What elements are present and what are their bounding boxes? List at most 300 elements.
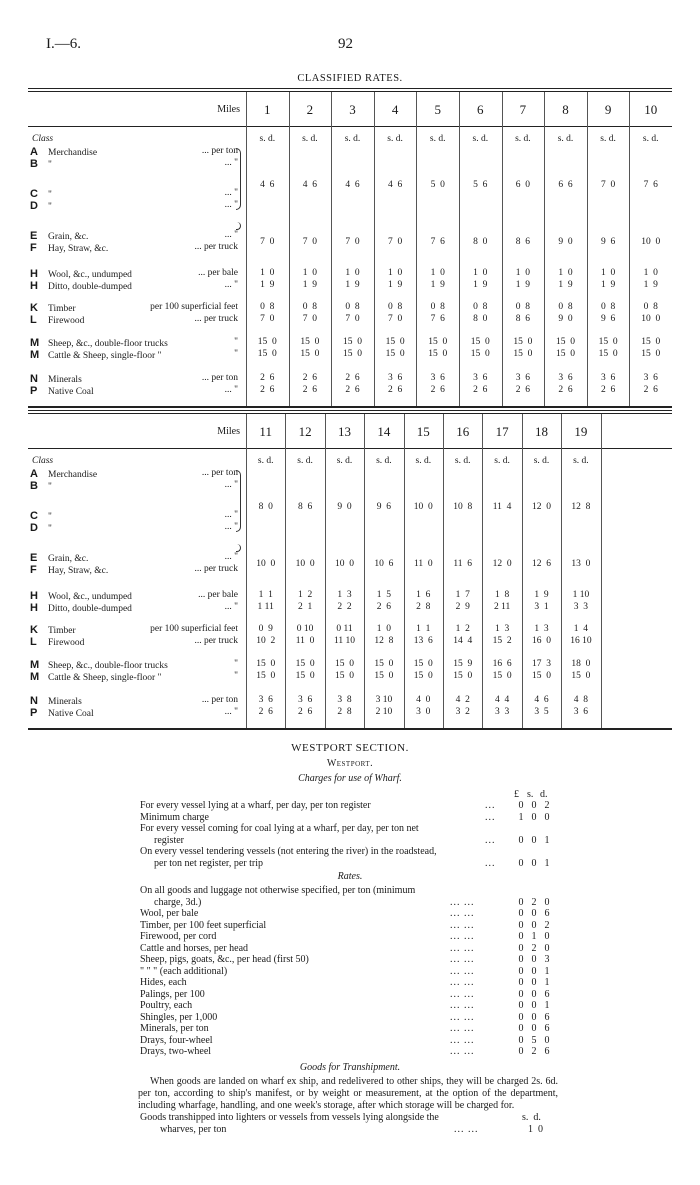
- row-unit: ... ": [224, 522, 238, 532]
- rate-value: 15 2: [492, 636, 512, 646]
- rate-value: 10 0: [256, 559, 276, 569]
- row-unit: ... ": [224, 158, 238, 168]
- item-text: Drays, four-wheel: [140, 1034, 213, 1046]
- rate-value: 10 0: [413, 502, 433, 512]
- rate-value: 1 0: [260, 268, 275, 278]
- rate-value: 2 6: [600, 385, 616, 395]
- mile-header: 15: [416, 424, 430, 439]
- amount: 1: [531, 931, 537, 942]
- class-description: Minerals: [48, 697, 82, 707]
- transhipment-dots: ... ...: [454, 1124, 479, 1135]
- rate-value: 15 0: [256, 659, 276, 669]
- row-label: [30, 268, 132, 280]
- amount: 0: [518, 800, 524, 811]
- rate-value: 2 6: [376, 602, 391, 612]
- rate-value: 1 0: [558, 268, 573, 278]
- page-reference: I.—6.: [46, 36, 81, 52]
- amount: 0: [531, 811, 537, 823]
- amount: 0: [531, 988, 537, 1000]
- class-letter: M: [30, 671, 40, 683]
- amount: 0: [518, 1034, 524, 1046]
- rate-value: 1 2: [297, 590, 313, 600]
- rate-value: 9 6: [376, 502, 391, 512]
- row-label: [30, 280, 132, 292]
- row-label: [30, 349, 161, 361]
- amount: 0: [518, 954, 524, 965]
- rate-value: 1 5: [376, 590, 391, 600]
- class-description: Merchandise: [48, 470, 98, 480]
- sd-header: s. d.: [600, 134, 616, 144]
- class-letter: H: [30, 280, 38, 292]
- amount: 0: [544, 931, 550, 942]
- item-text: Palings, per 100: [140, 988, 205, 1000]
- rate-value: 3 6: [643, 373, 658, 383]
- amount: 0: [518, 896, 524, 908]
- rate-value: 15 0: [385, 349, 405, 359]
- rate-value: 4 2: [455, 695, 470, 705]
- leader-dots: ... ...: [450, 919, 475, 931]
- row-unit: per 100 superficial feet: [150, 302, 238, 312]
- class-letter: D: [30, 522, 38, 534]
- row-unit: ... per truck: [194, 636, 238, 646]
- leader-dots: ... ...: [450, 908, 475, 919]
- amount: 6: [544, 988, 550, 1000]
- rate-value: 15 0: [470, 349, 490, 359]
- row-label: [30, 707, 94, 719]
- mile-header: 14: [377, 424, 391, 439]
- class-letter: C: [30, 510, 38, 522]
- rate-value: 4 8: [573, 695, 588, 705]
- wharf-charge-row: [140, 835, 560, 847]
- row-label: [30, 564, 108, 576]
- amount: 6: [544, 1046, 550, 1057]
- rate-value: 7 0: [345, 237, 360, 247]
- table-caption: CLASSIFIED RATES.: [297, 73, 403, 84]
- rate-value: 17 3: [531, 659, 551, 669]
- rate-value: 0 9: [258, 624, 273, 634]
- item-text: Cattle and horses, per head: [140, 942, 249, 954]
- class-description: Hay, Straw, &c.: [48, 566, 109, 576]
- amount: 0: [518, 834, 524, 846]
- sd-header: s. d.: [515, 134, 531, 144]
- rate-row: [140, 954, 560, 966]
- sd-header: s. d.: [533, 456, 550, 466]
- sd-header: s. d.: [387, 134, 403, 144]
- miles-label: Miles: [217, 426, 240, 437]
- rate-value: 3 6: [515, 373, 531, 383]
- lsd-label: £: [514, 789, 519, 800]
- sd-header: s. d.: [415, 456, 432, 466]
- rate-value: 1 4: [573, 624, 588, 634]
- amount: 0: [531, 965, 537, 977]
- class-letter: D: [30, 200, 38, 212]
- class-letter: N: [30, 695, 38, 707]
- leader-dots: ... ...: [450, 977, 475, 988]
- rate-value: 15 0: [571, 671, 591, 681]
- row-label: [30, 337, 168, 349]
- class-letter: A: [30, 146, 38, 158]
- wharf-charge-row: [140, 846, 560, 858]
- rate-value: 7 0: [600, 180, 616, 190]
- amount: 0: [531, 908, 537, 919]
- rate-value: 2 6: [473, 385, 488, 395]
- rate-value: 14 4: [453, 636, 473, 646]
- table-top-rule-2: [28, 91, 672, 92]
- group-brace: [236, 544, 241, 552]
- row-label: [30, 158, 52, 170]
- row-unit: ": [234, 659, 238, 669]
- rate-value: 7 0: [302, 314, 318, 324]
- lsd-label: d.: [540, 789, 548, 800]
- item-text: charge, 3d.): [154, 896, 202, 908]
- transhipment-heading: Goods for Transhipment.: [299, 1062, 401, 1073]
- rate-value: 1 0: [430, 268, 445, 278]
- rate-value: 15 0: [257, 349, 277, 359]
- rate-value: 1 0: [473, 268, 488, 278]
- rate-value: 12 6: [531, 559, 551, 569]
- rate-value: 2 9: [455, 602, 470, 612]
- rate-value: 9 0: [558, 237, 573, 247]
- class-description: Wool, &c., undumped: [48, 592, 132, 602]
- rate-value: 1 1: [416, 624, 431, 634]
- row-unit: ... ": [224, 280, 238, 290]
- row-unit: per 100 superficial feet: [150, 624, 238, 634]
- row-unit: ... ": [224, 230, 238, 240]
- class-description: ": [48, 482, 52, 492]
- amount: 6: [544, 1023, 550, 1034]
- leader-dots: ... ...: [450, 1000, 475, 1011]
- row-label: [30, 302, 76, 314]
- mile-header: 3: [349, 102, 356, 117]
- class-description: Hay, Straw, &c.: [48, 244, 109, 254]
- item-text: On every vessel tendering vessels (not entering the river) in the roadstead,: [140, 846, 437, 857]
- amount: 2: [531, 1046, 537, 1057]
- row-label: [30, 242, 108, 254]
- rate-value: 11 4: [492, 502, 512, 512]
- mile-header: 10: [644, 102, 658, 117]
- amount: 0: [544, 896, 550, 908]
- rate-value: 4 6: [534, 695, 549, 705]
- sd-header: s. d.: [336, 456, 353, 466]
- class-letter: H: [30, 590, 38, 602]
- amount: 0: [518, 942, 524, 954]
- rate-value: 1 2: [455, 624, 470, 634]
- row-label: [30, 636, 84, 648]
- rate-row: [140, 908, 560, 920]
- class-letter: L: [30, 314, 37, 326]
- leader-dots: ... ...: [450, 988, 475, 1000]
- rate-value: 4 4: [494, 695, 510, 705]
- class-description: Ditto, double-dumped: [48, 282, 132, 292]
- class-letter: E: [30, 552, 38, 564]
- rate-value: 1 0: [376, 624, 391, 634]
- amount: 0: [518, 965, 524, 977]
- rate-value: 3 6: [258, 695, 273, 705]
- miles-label: Miles: [217, 104, 240, 115]
- mile-header: 17: [495, 424, 509, 439]
- rate-value: 0 8: [643, 302, 658, 312]
- rate-value: 15 0: [334, 671, 354, 681]
- row-unit: ... per truck: [194, 242, 238, 252]
- item-text: Poultry, each: [140, 1000, 193, 1011]
- amount: 1: [518, 811, 524, 823]
- item-text: Timber, per 100 feet superficial: [140, 919, 267, 931]
- row-label: [30, 552, 88, 564]
- class-letter: P: [30, 385, 38, 397]
- table-header-rule: [28, 126, 672, 127]
- rate-value: 15 0: [598, 337, 618, 347]
- row-unit: ... ": [224, 552, 238, 562]
- rate-value: 12 0: [531, 502, 551, 512]
- lsd-label: s.: [527, 789, 534, 800]
- rate-value: 15 0: [428, 337, 448, 347]
- rate-value: 4 6: [345, 180, 360, 190]
- rate-value: 8 0: [473, 237, 488, 247]
- rate-value: 15 0: [531, 671, 551, 681]
- row-unit: ... ": [224, 602, 238, 612]
- rate-value: 16 10: [570, 636, 592, 646]
- row-unit: ": [234, 349, 238, 359]
- page-header: [0, 24, 700, 54]
- rate-value: 7 6: [643, 180, 658, 190]
- class-letter: N: [30, 373, 38, 385]
- rate-value: 1 3: [494, 624, 510, 634]
- class-description: ": [48, 512, 52, 522]
- rate-value: 7 0: [260, 314, 275, 324]
- rate-value: 0 8: [558, 302, 573, 312]
- rate-value: 3 3: [494, 707, 510, 717]
- class-description: Ditto, double-dumped: [48, 604, 132, 614]
- row-label: [30, 624, 76, 636]
- rate-value: 1 0: [302, 268, 318, 278]
- mile-header: 19: [574, 424, 588, 439]
- class-description: Sheep, &c., double-floor trucks: [48, 339, 168, 349]
- rate-value: 1 3: [534, 624, 549, 634]
- rate-value: 8 6: [515, 237, 531, 247]
- rate-value: 2 6: [430, 385, 445, 395]
- transhipment-line-1: Goods transhipped into lighters or vessels from vessels lying alongside the: [140, 1112, 439, 1123]
- sd-header: s. d.: [557, 134, 574, 144]
- amount: 2: [544, 800, 550, 811]
- class-letter: H: [30, 268, 38, 280]
- item-text: On all goods and luggage not otherwise specified, per ton (minimum: [140, 885, 416, 896]
- sd-header: s. d.: [454, 456, 471, 466]
- class-letter: M: [30, 349, 40, 361]
- rate-value: 15 0: [374, 659, 394, 669]
- rate-value: 3 6: [297, 695, 313, 705]
- rate-value: 1 11: [257, 602, 274, 612]
- row-unit: ... per ton: [201, 468, 238, 478]
- class-letter: B: [30, 158, 38, 170]
- table-bottom-rule: [28, 406, 672, 408]
- class-description: ": [48, 160, 52, 170]
- rate-value: 1 7: [455, 590, 470, 600]
- rate-value: 15 0: [641, 337, 661, 347]
- rate-value: 2 6: [345, 385, 360, 395]
- mile-header: 12: [298, 424, 312, 439]
- rate-row: [140, 977, 560, 989]
- amount: 1: [544, 965, 550, 977]
- rate-value: 11 10: [333, 636, 355, 646]
- rate-value: 1 0: [345, 268, 360, 278]
- class-description: Sheep, &c., double-floor trucks: [48, 661, 168, 671]
- amount: 6: [544, 1011, 550, 1023]
- sd-header: s. d.: [494, 456, 510, 466]
- rate-value: 15 0: [513, 337, 533, 347]
- amount: 0: [531, 1023, 537, 1034]
- rate-value: 1 0: [387, 268, 403, 278]
- sd-header: s. d.: [376, 456, 392, 466]
- rate-value: 1 3: [337, 590, 352, 600]
- amount: 2: [531, 942, 537, 954]
- rate-row: [140, 885, 560, 897]
- class-description: Firewood: [48, 638, 85, 648]
- class-letter: B: [30, 480, 38, 492]
- transhipment-value: 1 0: [528, 1124, 543, 1135]
- rate-value: 3 6: [430, 373, 445, 383]
- amount: 0: [518, 908, 524, 919]
- row-unit: ... per bale: [198, 268, 238, 278]
- rate-value: 15 0: [295, 671, 315, 681]
- rate-value: 15 0: [257, 337, 277, 347]
- rate-value: 9 6: [600, 314, 616, 324]
- rate-value: 15 0: [453, 671, 473, 681]
- row-unit: ": [234, 671, 238, 681]
- class-letter: A: [30, 468, 38, 480]
- row-unit: ... per truck: [194, 314, 238, 324]
- rate-value: 15 0: [256, 671, 276, 681]
- rate-value: 15 0: [334, 659, 354, 669]
- rate-value: 7 0: [345, 314, 360, 324]
- wharf-charge-row: [140, 812, 560, 824]
- rates-table-2: [28, 410, 672, 730]
- row-label: [30, 522, 52, 534]
- row-label: [30, 314, 84, 326]
- class-description: Grain, &c.: [48, 232, 89, 242]
- sd-header: s. d.: [429, 134, 446, 144]
- rate-value: 2 6: [260, 385, 275, 395]
- rate-value: 16 6: [492, 659, 512, 669]
- amount: 0: [518, 1023, 524, 1034]
- item-text: Sheep, pigs, goats, &c., per head (first 50): [140, 954, 309, 965]
- rate-value: 5 6: [473, 180, 488, 190]
- rate-value: 15 0: [300, 337, 320, 347]
- class-description: Merchandise: [48, 148, 98, 158]
- rate-value: 15 0: [555, 349, 575, 359]
- rate-value: 1 9: [558, 280, 573, 290]
- amount: 3: [544, 954, 550, 965]
- rate-value: 2 8: [416, 602, 431, 612]
- class-description: Minerals: [48, 375, 82, 385]
- rate-value: 10 0: [295, 559, 315, 569]
- amount: 0: [544, 811, 550, 823]
- amount: 0: [531, 1000, 537, 1011]
- item-text: Firewood, per cord: [140, 931, 217, 942]
- mile-header: 16: [456, 424, 470, 439]
- table-top-rule: [28, 410, 672, 411]
- class-heading: Class: [32, 456, 54, 466]
- amount: 0: [531, 919, 537, 931]
- item-text: For every vessel lying at a wharf, per day, per ton register: [140, 800, 371, 811]
- class-description: Wool, &c., undumped: [48, 270, 132, 280]
- row-label: [30, 373, 82, 385]
- sd-header: s. d.: [257, 456, 274, 466]
- row-label: [30, 695, 82, 707]
- item-text: Hides, each: [140, 977, 187, 988]
- class-letter: F: [30, 242, 37, 254]
- amount: 1: [544, 977, 550, 988]
- class-letter: C: [30, 188, 38, 200]
- amount: 2: [544, 919, 550, 931]
- leader-dots: ... ...: [450, 1011, 475, 1023]
- row-unit: ... per truck: [194, 564, 238, 574]
- rate-value: 2 1: [297, 602, 313, 612]
- rate-value: 8 6: [297, 502, 313, 512]
- rates-table-1: [28, 88, 672, 408]
- group-brace: [236, 470, 241, 532]
- item-text: Minerals, per ton: [140, 1023, 209, 1034]
- class-letter: K: [30, 302, 38, 314]
- rate-value: 7 6: [430, 314, 445, 324]
- class-description: ": [48, 190, 52, 200]
- rate-value: 9 0: [558, 314, 573, 324]
- rate-value: 15 0: [385, 337, 405, 347]
- leader-dots: ... ...: [450, 954, 475, 965]
- rate-value: 15 0: [342, 349, 362, 359]
- amount: 0: [531, 834, 537, 846]
- amount: 0: [518, 1011, 524, 1023]
- rate-value: 11 0: [295, 636, 315, 646]
- sd-header: s. d.: [302, 134, 318, 144]
- rate-value: 2 2: [337, 602, 352, 612]
- rate-row: [140, 1046, 560, 1058]
- rate-value: 15 0: [295, 659, 315, 669]
- rate-value: 10 8: [453, 502, 473, 512]
- amount: 0: [544, 1034, 550, 1046]
- table-top-rule: [28, 88, 672, 89]
- leader-dots: ...: [485, 811, 496, 823]
- class-description: ": [48, 524, 52, 534]
- row-unit: ": [234, 337, 238, 347]
- rate-row: [140, 1000, 560, 1012]
- rate-value: 2 6: [387, 385, 403, 395]
- leader-dots: ... ...: [450, 1023, 475, 1034]
- rate-value: 2 6: [260, 373, 275, 383]
- rate-value: 10 0: [641, 237, 661, 247]
- amount: 0: [531, 954, 537, 965]
- amount: 5: [531, 1034, 537, 1046]
- rate-value: 15 0: [374, 671, 394, 681]
- row-unit: ... per ton: [201, 373, 238, 383]
- row-label: [30, 230, 88, 242]
- row-label: [30, 188, 52, 200]
- rate-value: 2 6: [302, 373, 318, 383]
- row-unit: ... ": [224, 200, 238, 210]
- amount: 1: [544, 857, 550, 869]
- amount: 2: [531, 896, 537, 908]
- rate-value: 1 8: [494, 590, 510, 600]
- row-label: [30, 385, 94, 397]
- rate-value: 15 0: [598, 349, 618, 359]
- rate-value: 2 11: [493, 602, 511, 612]
- rate-value: 8 0: [258, 502, 273, 512]
- rate-value: 15 9: [453, 659, 473, 669]
- westport-section-title: WESTPORT SECTION.: [291, 742, 409, 754]
- rate-row: [140, 920, 560, 932]
- wharf-charge-row: [140, 858, 560, 870]
- rate-value: 0 8: [302, 302, 318, 312]
- item-text: per ton net register, per trip: [154, 857, 264, 869]
